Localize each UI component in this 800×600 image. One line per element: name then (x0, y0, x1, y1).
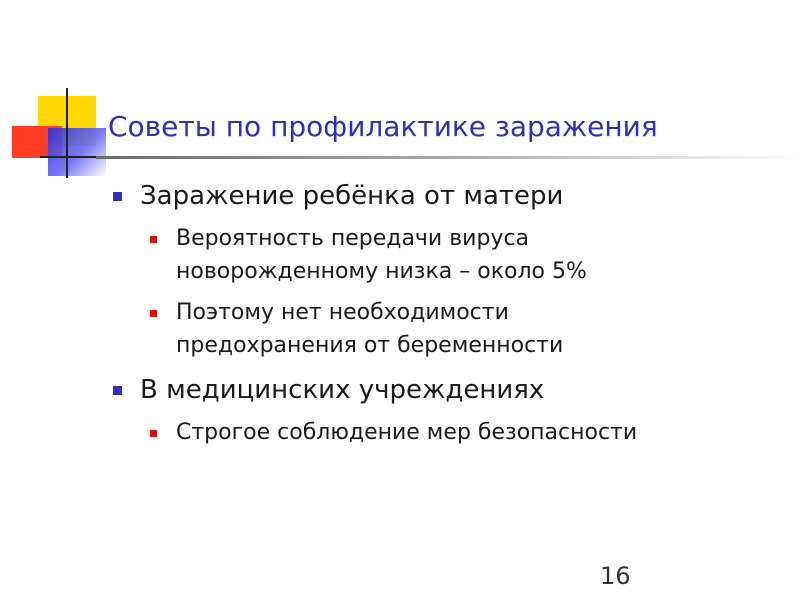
logo-blue-square (48, 128, 106, 176)
page-number: 16 (600, 562, 631, 590)
bullet-text: Заражение ребёнка от матери (140, 181, 564, 211)
square-bullet-icon (150, 430, 157, 437)
sub-bullet-item (108, 296, 768, 362)
sub-bullet-line: Вероятность передачи вируса (176, 226, 530, 251)
bullet-item (108, 176, 768, 216)
sub-bullet-item (108, 416, 768, 449)
logo-vertical-line (66, 88, 68, 178)
bullet-text: В медицинских учреждениях (140, 375, 545, 405)
logo-horizontal-line (40, 156, 100, 158)
square-bullet-icon (150, 236, 157, 243)
sub-bullet-line: новорожденному низка – около 5% (176, 259, 587, 284)
square-bullet-icon (150, 310, 157, 317)
sub-bullet-line: предохранения от беременности (176, 333, 564, 358)
slide-title: Советы по профилактике заражения (108, 110, 658, 143)
sub-bullet-line: Строгое соблюдение мер безопасности (176, 420, 638, 445)
square-bullet-icon (113, 192, 122, 201)
sub-bullet-line: Поэтому нет необходимости (176, 300, 509, 325)
bullet-item (108, 370, 768, 410)
square-bullet-icon (113, 386, 122, 395)
title-underline (96, 156, 800, 159)
sub-bullet-item (108, 222, 768, 288)
slide-content (108, 176, 768, 457)
